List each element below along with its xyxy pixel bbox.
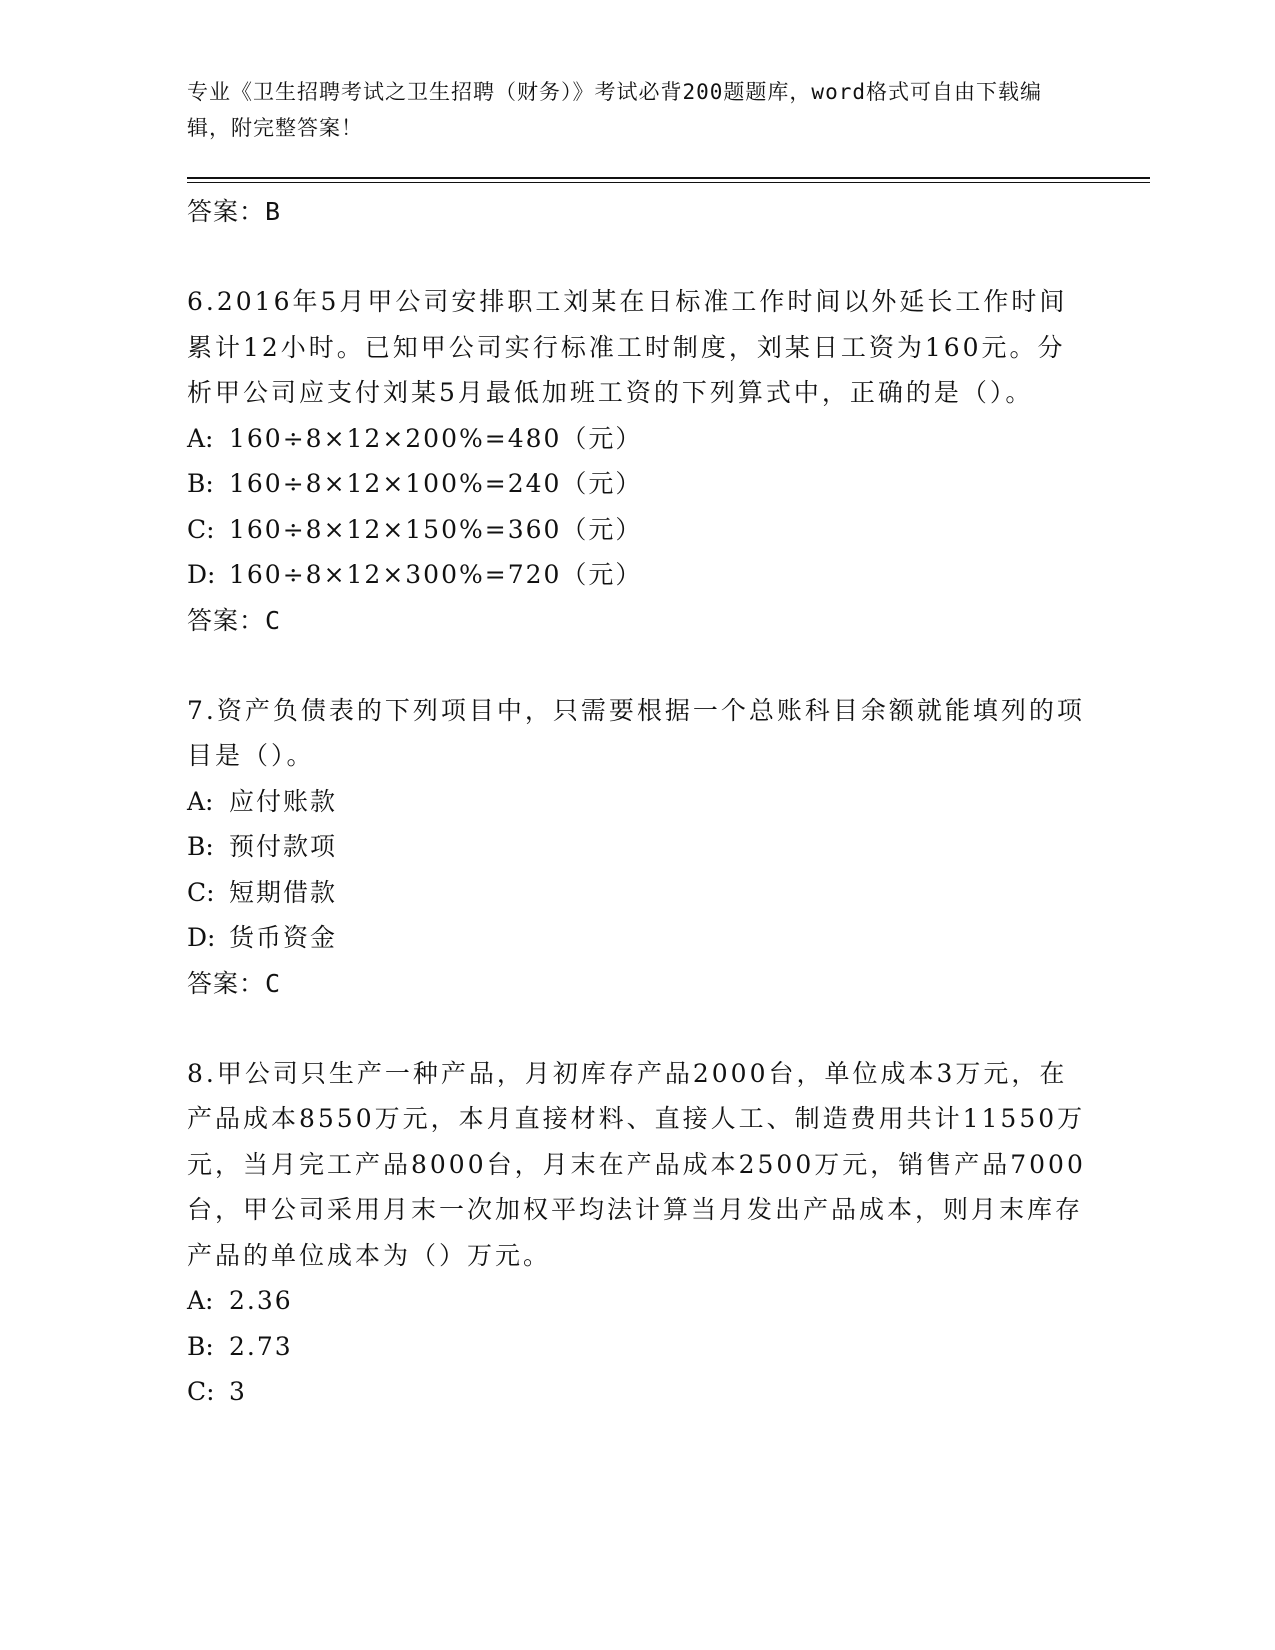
option-key: C: xyxy=(187,877,215,907)
option-key: B: xyxy=(187,832,214,861)
option-text: 160÷8×12×200%=480（元） xyxy=(229,423,643,453)
option-c xyxy=(187,870,1087,916)
option-text: 应付账款 xyxy=(229,786,338,816)
option-key: C: xyxy=(187,1377,215,1406)
option-key: B: xyxy=(187,1331,214,1361)
option-a xyxy=(187,416,1087,462)
document-body xyxy=(187,185,1087,1415)
question-stem: 6.2016年5月甲公司安排职工刘某在日标准工作时间以外延长工作时间累计12小时。已知甲公司实行标准工时制度，刘某日工资为160元。分析甲公司应支付刘某5月最低加班工资的下列算式中，正确的是（）。 xyxy=(187,287,1068,407)
option-b xyxy=(187,824,1087,870)
option-d xyxy=(187,915,1087,961)
question-7 xyxy=(187,688,1087,1006)
option-key: B: xyxy=(187,469,214,498)
option-text: 2.73 xyxy=(229,1331,293,1361)
option-key: A: xyxy=(187,786,214,816)
question-stem: 8.甲公司只生产一种产品，月初库存产品2000台，单位成本3万元，在产品成本8550万元，本月直接材料、直接人工、制造费用共计11550万元，当月完工产品8000台，月末在产品成本2500万元，销售产品7000台，甲公司采用月末一次加权平均法计算当月发出产品成本，则月末库存产品的单位成本为（）万元。 xyxy=(187,1058,1086,1270)
question-6 xyxy=(187,279,1087,643)
header-rule-thin xyxy=(187,182,1150,183)
option-c xyxy=(187,1369,1087,1415)
option-c xyxy=(187,507,1087,553)
option-b xyxy=(187,1324,1087,1370)
option-text: 2.36 xyxy=(229,1286,293,1315)
option-key: A: xyxy=(187,423,214,453)
option-key: D: xyxy=(187,560,216,589)
option-d xyxy=(187,552,1087,598)
option-key: C: xyxy=(187,514,215,544)
option-text: 160÷8×12×300%=720（元） xyxy=(229,560,643,589)
option-key: A: xyxy=(187,1286,214,1315)
option-text: 短期借款 xyxy=(229,877,338,907)
answer-label: 答案：B xyxy=(187,197,282,226)
answer-label: 答案：C xyxy=(187,968,282,998)
option-text: 160÷8×12×150%=360（元） xyxy=(229,514,643,544)
option-text: 3 xyxy=(229,1377,247,1406)
option-a xyxy=(187,779,1087,825)
question-8 xyxy=(187,1051,1087,1415)
option-key: D: xyxy=(187,923,216,952)
answer-label: 答案：C xyxy=(187,605,282,635)
option-a xyxy=(187,1278,1087,1324)
option-text: 160÷8×12×100%=240（元） xyxy=(229,469,643,498)
option-text: 货币资金 xyxy=(229,923,338,952)
question-stem: 7.资产负债表的下列项目中，只需要根据一个总账科目余额就能填列的项目是（）。 xyxy=(187,695,1085,770)
option-text: 预付款项 xyxy=(229,832,338,861)
page-header: 专业《卫生招聘考试之卫生招聘（财务）》考试必背200题题库，word格式可自由下载编辑，附完整答案！ xyxy=(187,80,1042,140)
option-b xyxy=(187,461,1087,507)
header-rule-thick xyxy=(187,177,1150,179)
